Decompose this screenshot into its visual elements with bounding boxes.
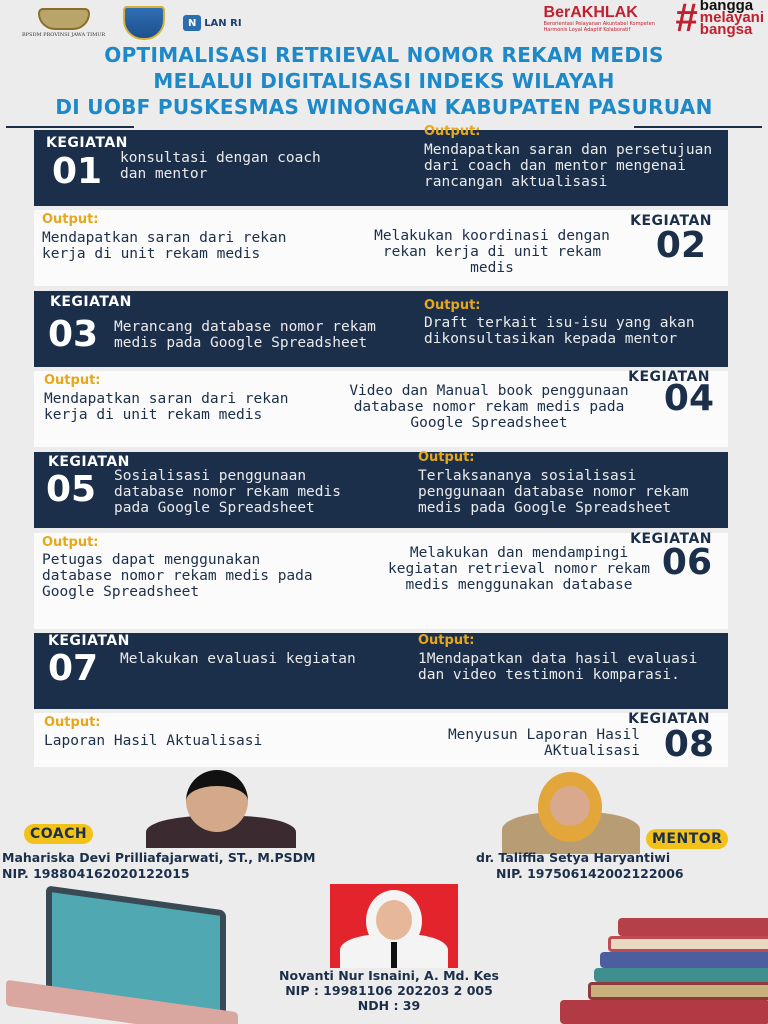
mentor-tag: MENTOR bbox=[646, 829, 728, 849]
activity-number: 04 bbox=[663, 378, 714, 419]
header-logos bbox=[22, 6, 242, 40]
jatim-emblem-icon bbox=[123, 6, 165, 40]
activity-row-01 bbox=[34, 124, 728, 206]
output-label: Output: bbox=[418, 450, 475, 465]
output-label: Output: bbox=[44, 373, 101, 388]
activity-description: Melakukan evaluasi kegiatan bbox=[120, 651, 356, 667]
activity-number: 06 bbox=[661, 542, 712, 583]
output-description: 1Mendapatkan data hasil evaluasi dan video testimoni komparasi. bbox=[418, 651, 698, 683]
title-line-1: OPTIMALISASI RETRIEVAL NOMOR REKAM MEDIS bbox=[104, 43, 664, 67]
kegiatan-label: KEGIATAN bbox=[48, 633, 130, 649]
jatim-logo bbox=[123, 6, 165, 40]
kegiatan-label: KEGIATAN bbox=[630, 531, 712, 547]
kegiatan-label: KEGIATAN bbox=[46, 135, 128, 151]
activity-row-03 bbox=[34, 291, 728, 367]
activity-description: Sosialisasi penggunaan database nomor rekam medis pada Google Spreadsheet bbox=[114, 468, 341, 516]
bpsdm-logo bbox=[22, 8, 105, 38]
activity-description: Melakukan koordinasi dengan rekan kerja di unit rekam medis bbox=[374, 228, 610, 276]
books-stack-icon bbox=[560, 916, 768, 1024]
author-ndh: NDH : 39 bbox=[357, 998, 421, 1013]
bangga-text: bangga bbox=[699, 0, 754, 14]
coach-name: Mahariska Devi Prilliafajarwati, ST., M.PSDM bbox=[2, 850, 316, 865]
bangsa-text: bangsa bbox=[699, 21, 753, 38]
author-photo bbox=[330, 884, 458, 968]
kegiatan-label: KEGIATAN bbox=[628, 369, 710, 385]
coach-photo bbox=[128, 768, 298, 848]
output-description: Mendapatkan saran dari rekan kerja di unit rekam medis bbox=[42, 230, 287, 262]
activity-row-02 bbox=[34, 210, 728, 286]
author-nip: NIP : 19981106 202203 2 005 bbox=[285, 983, 493, 998]
berakhlak-title: BerAKHLAK bbox=[543, 4, 638, 21]
mentor-photo bbox=[498, 770, 644, 854]
output-label: Output: bbox=[44, 715, 101, 730]
page-title bbox=[0, 42, 768, 120]
activity-description: Merancang database nomor rekam medis pada Google Spreadsheet bbox=[114, 319, 376, 351]
hashtag-icon: # bbox=[675, 0, 698, 40]
author-name: Novanti Nur Isnaini, A. Md. Kes bbox=[279, 968, 499, 983]
output-label: Output: bbox=[424, 124, 481, 139]
kegiatan-label: KEGIATAN bbox=[630, 213, 712, 229]
melayani-text: melayani bbox=[699, 9, 764, 26]
bpsdm-logo-caption: BPSDM PROVINSI JAWA TIMUR bbox=[22, 32, 106, 38]
activity-description: Menyusun Laporan Hasil AKtualisasi bbox=[447, 727, 640, 759]
title-divider-right bbox=[634, 126, 762, 128]
activity-number: 02 bbox=[655, 225, 706, 266]
lan-ri-logo bbox=[183, 15, 241, 31]
title-line-3: DI UOBF PUSKESMAS WINONGAN KABUPATEN PASURUAN bbox=[55, 95, 713, 119]
title-divider-left bbox=[6, 126, 134, 128]
bpsdm-emblem-icon bbox=[38, 8, 90, 30]
activity-number: 03 bbox=[48, 314, 99, 355]
activity-description: Video dan Manual book penggunaan database nomor rekam medis pada Google Spreadsheet bbox=[349, 383, 629, 431]
mentor-nip: NIP. 197506142002122006 bbox=[496, 866, 684, 881]
berakhlak-logo bbox=[543, 0, 764, 40]
activity-row-07 bbox=[34, 633, 728, 709]
activity-row-08 bbox=[34, 713, 728, 767]
output-description: Petugas dapat menggunakan database nomor rekam medis pada Google Spreadsheet bbox=[42, 552, 313, 600]
title-line-2: MELALUI DIGITALISASI INDEKS WILAYAH bbox=[153, 69, 615, 93]
activity-row-06 bbox=[34, 533, 728, 629]
kegiatan-label: KEGIATAN bbox=[48, 454, 130, 470]
coach-tag: COACH bbox=[24, 824, 93, 844]
output-label: Output: bbox=[418, 633, 475, 648]
activity-number: 07 bbox=[48, 648, 99, 689]
output-label: Output: bbox=[42, 212, 99, 227]
output-label: Output: bbox=[42, 535, 99, 550]
activity-number: 01 bbox=[52, 151, 103, 192]
activity-row-05 bbox=[34, 452, 728, 528]
output-description: Mendapatkan saran dan persetujuan dari coach dan mentor mengenai rancangan aktualisasi bbox=[424, 142, 713, 190]
activity-row-04 bbox=[34, 371, 728, 447]
lan-ri-text: LAN RI bbox=[204, 17, 242, 29]
output-description: Draft terkait isu-isu yang akan dikonsultasikan kepada mentor bbox=[424, 315, 695, 347]
activity-description: Melakukan dan mendampingi kegiatan retrieval nomor rekam medis menggunakan database bbox=[388, 545, 650, 593]
kegiatan-label: KEGIATAN bbox=[50, 294, 132, 310]
output-description: Terlaksananya sosialisasi penggunaan database nomor rekam medis pada Google Spreadsheet bbox=[418, 468, 689, 516]
activity-number: 08 bbox=[663, 724, 714, 765]
activity-description: konsultasi dengan coach dan mentor bbox=[120, 150, 321, 182]
output-label: Output: bbox=[424, 298, 481, 313]
kegiatan-label: KEGIATAN bbox=[628, 711, 710, 727]
output-description: Laporan Hasil Aktualisasi bbox=[44, 733, 263, 749]
coach-nip: NIP. 198804162020122015 bbox=[2, 866, 190, 881]
mentor-name: dr. Taliffia Setya Haryantiwi bbox=[476, 850, 671, 865]
berakhlak-subtitle: Berorientasi Pelayanan Akuntabel Kompeten Harmonis Loyal Adaptif Kolaboratif bbox=[543, 21, 655, 33]
activity-number: 05 bbox=[46, 469, 97, 510]
output-description: Mendapatkan saran dari rekan kerja di unit rekam medis bbox=[44, 391, 289, 423]
lan-mark-icon: N bbox=[183, 15, 201, 31]
